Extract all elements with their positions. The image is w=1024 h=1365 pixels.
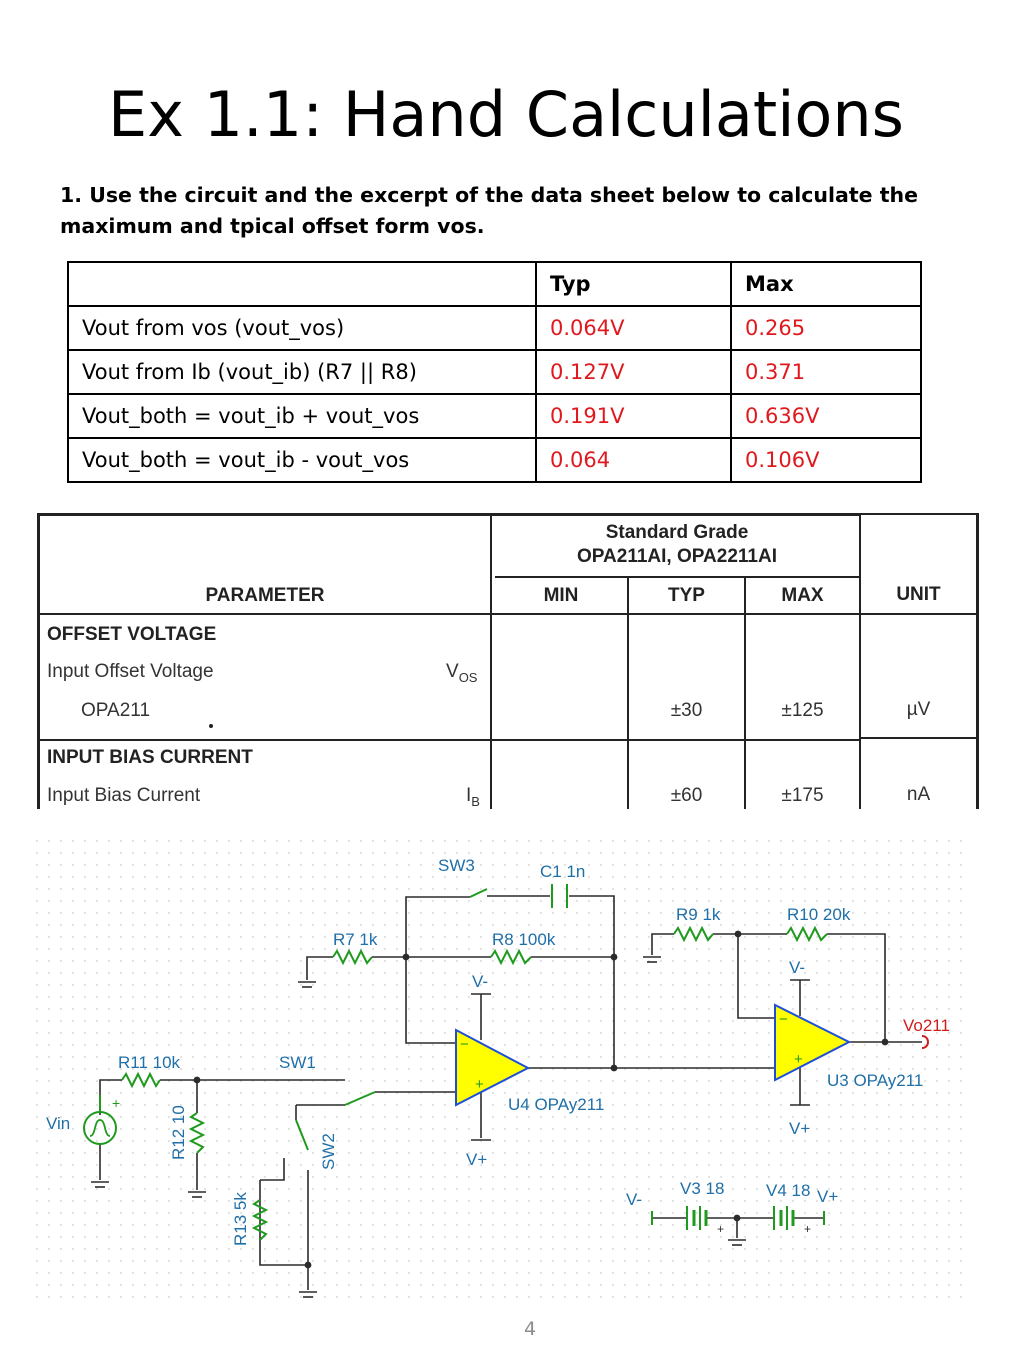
- col-min: MIN: [543, 585, 579, 606]
- row-label: Vout_both = vout_ib + vout_vos: [68, 394, 536, 438]
- col-unit: UNIT: [896, 584, 941, 605]
- header-blank: [68, 262, 536, 306]
- col-typ: TYP: [668, 585, 705, 606]
- header-max: Max: [731, 262, 921, 306]
- svg-text:−: −: [779, 1011, 788, 1028]
- table-row: [68, 306, 921, 350]
- vos-unit: µV: [906, 699, 931, 720]
- row-label: Vout from vos (vout_vos): [68, 306, 536, 350]
- table-header-row: [68, 262, 921, 306]
- question-text: 1. Use the circuit and the excerpt of the data sheet below to calculate the maximum and tpical offset form vos.: [60, 183, 919, 238]
- row-label: Vout_both = vout_ib - vout_vos: [68, 438, 536, 482]
- label-r9: R9 1k: [676, 905, 721, 924]
- row-max: 0.106V: [731, 438, 921, 482]
- table-row: [68, 438, 921, 482]
- calculation-table: [67, 261, 922, 483]
- label-vminus-u4: V-: [472, 972, 489, 991]
- row-typ: 0.127V: [536, 350, 731, 394]
- input-offset-voltage-label: Input Offset Voltage: [47, 661, 214, 682]
- ib-symbol: $I_B$: [466, 785, 480, 809]
- ib-typ: ±60: [670, 785, 703, 806]
- circuit-schematic: [30, 840, 965, 1305]
- svg-text:+: +: [475, 1076, 484, 1093]
- svg-text:−: −: [460, 1036, 469, 1053]
- vos-typ: ±30: [670, 700, 703, 721]
- svg-text:+: +: [794, 1051, 803, 1068]
- row-typ: 0.064V: [536, 306, 731, 350]
- section-offset-voltage: OFFSET VOLTAGE: [47, 624, 217, 645]
- grade-title: Standard Grade: [605, 522, 749, 543]
- header-typ: Typ: [536, 262, 731, 306]
- slide-title: Ex 1.1: Hand Calculations: [108, 78, 904, 151]
- label-r7: R7 1k: [333, 930, 378, 949]
- opa211-label: OPA211: [81, 700, 151, 721]
- label-vin-plus: +: [112, 1095, 121, 1111]
- page-number: 4: [523, 1318, 537, 1340]
- row-typ: 0.191V: [536, 394, 731, 438]
- label-r13: R13 5k: [231, 1192, 250, 1246]
- grade-parts: OPA211AI, OPA2211AI: [577, 546, 777, 567]
- label-r11: R11 10k: [118, 1053, 181, 1072]
- label-bat-vplus: V+: [817, 1187, 839, 1206]
- row-max: 0.636V: [731, 394, 921, 438]
- label-v3-plus: +: [717, 1222, 725, 1236]
- label-v4-plus: +: [804, 1222, 812, 1236]
- label-v4: V4 18: [766, 1181, 811, 1200]
- label-sw2: SW2: [319, 1133, 338, 1170]
- row-label: Vout from Ib (vout_ib) (R7 || R8): [68, 350, 536, 394]
- label-vminus-u3: V-: [789, 958, 806, 977]
- dot-mark: [209, 724, 213, 728]
- col-max: MAX: [781, 585, 824, 606]
- label-bat-vminus: V-: [626, 1190, 643, 1209]
- label-r8: R8 100k: [492, 930, 556, 949]
- input-bias-current-label: Input Bias Current: [47, 785, 201, 806]
- row-typ: 0.064: [536, 438, 731, 482]
- section-input-bias: INPUT BIAS CURRENT: [47, 747, 253, 768]
- label-vin: Vin: [46, 1114, 71, 1133]
- row-max: 0.265: [731, 306, 921, 350]
- label-vplus-u3: V+: [789, 1119, 811, 1138]
- label-v3: V3 18: [680, 1179, 725, 1198]
- label-c1: C1 1n: [540, 862, 586, 881]
- label-vo211: Vo211: [903, 1016, 950, 1035]
- table-row: [68, 350, 921, 394]
- row-max: 0.371: [731, 350, 921, 394]
- label-u3: U3 OPAy211: [827, 1071, 924, 1090]
- table-row: [68, 394, 921, 438]
- vos-symbol: $V_{OS}$: [446, 661, 478, 685]
- ib-unit: nA: [906, 784, 931, 805]
- label-sw1: SW1: [279, 1053, 316, 1072]
- datasheet-excerpt: [37, 513, 979, 809]
- label-u4: U4 OPAy211: [508, 1095, 605, 1114]
- ib-max: ±175: [781, 785, 824, 806]
- vos-max: ±125: [781, 700, 824, 721]
- col-parameter: PARAMETER: [205, 585, 325, 606]
- label-r12: R12 10: [169, 1105, 188, 1160]
- label-r10: R10 20k: [787, 905, 851, 924]
- label-sw3: SW3: [438, 856, 475, 875]
- label-vplus-u4: V+: [466, 1150, 488, 1169]
